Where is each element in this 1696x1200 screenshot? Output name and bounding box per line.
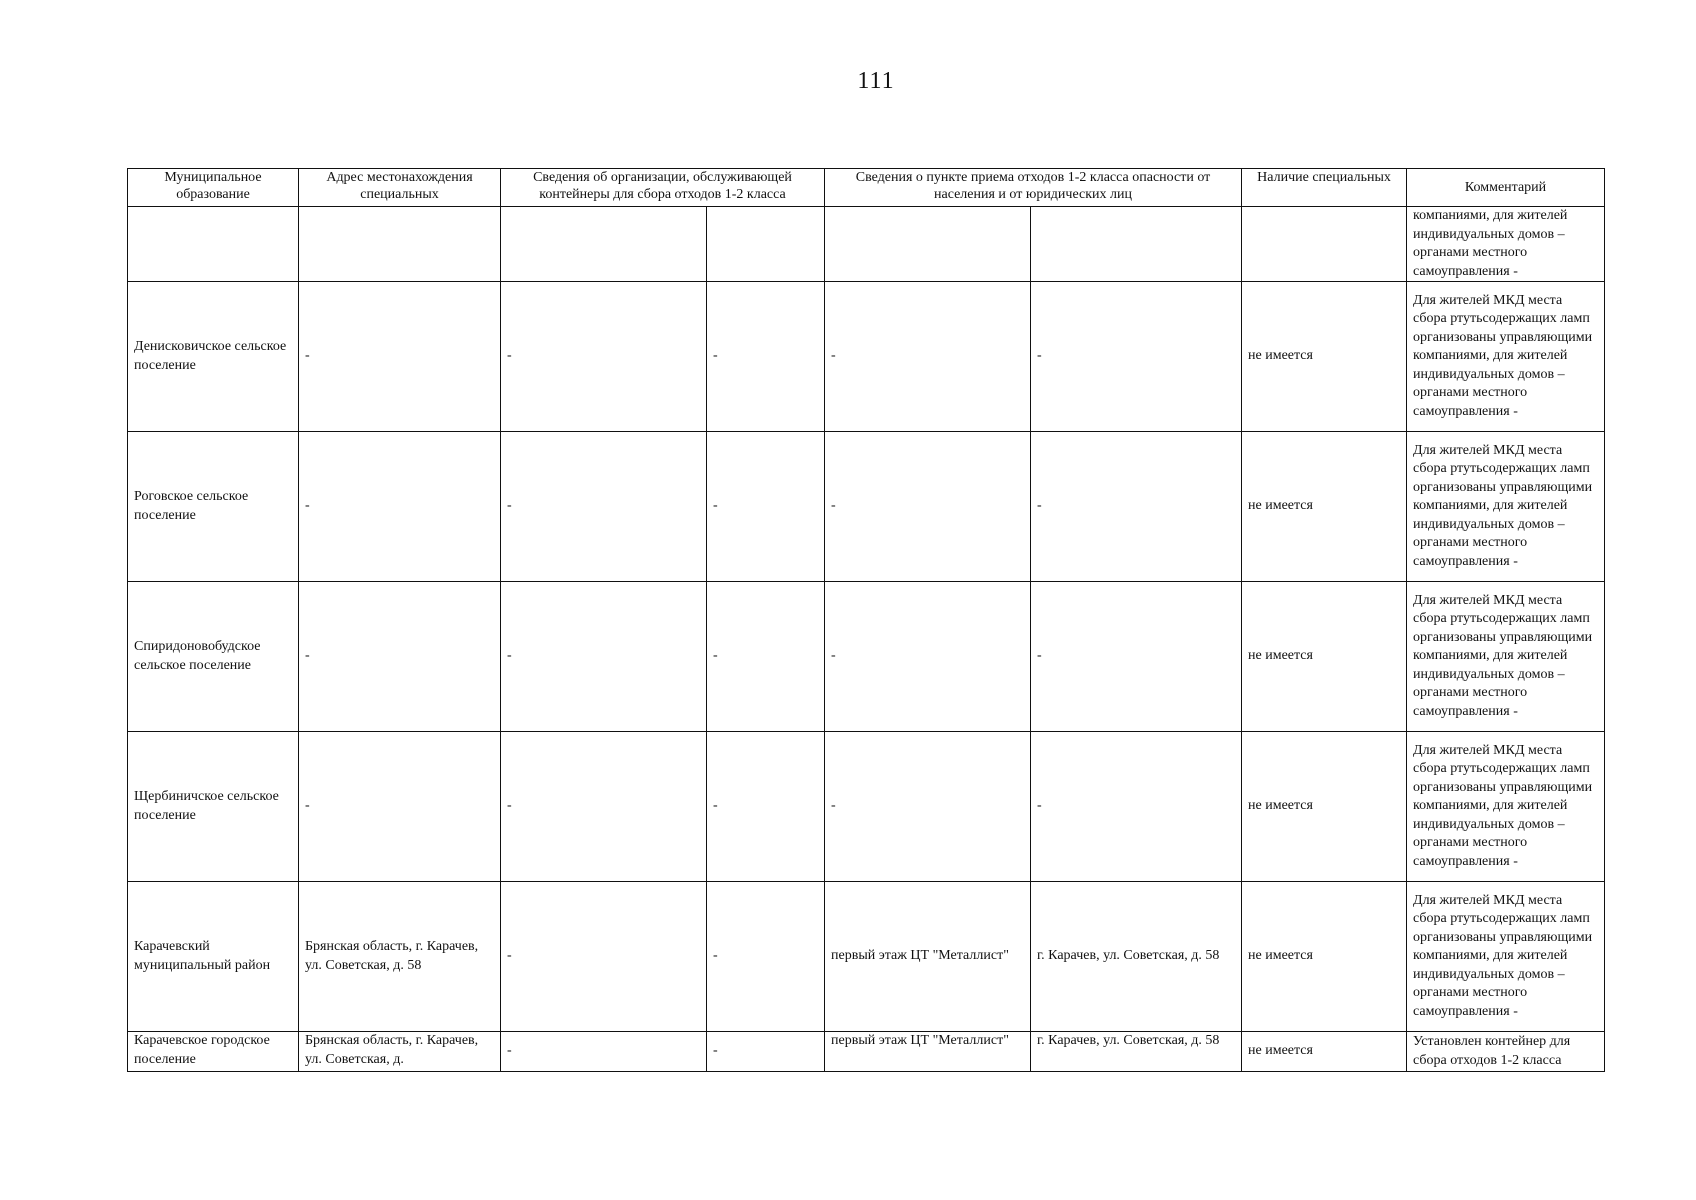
cell-point-location: - <box>825 732 1031 882</box>
cell-point-address: г. Карачев, ул. Советская, д. 58 <box>1031 1032 1242 1072</box>
cell-municipality: Денисковичское сельское поселение <box>128 282 299 432</box>
cell-availability: не имеется <box>1242 432 1407 582</box>
waste-collection-table <box>127 168 1605 1072</box>
cell-availability: не имеется <box>1242 882 1407 1032</box>
table-row <box>128 732 1605 882</box>
cell-point-location: - <box>825 432 1031 582</box>
page-number: 111 <box>857 68 895 94</box>
header-municipality: Муниципальное образование <box>128 169 299 207</box>
cell-point-address: - <box>1031 732 1242 882</box>
cell-org-details <box>707 207 825 282</box>
cell-availability <box>1242 207 1407 282</box>
cell-comment: Для жителей МКД места сбора ртутьсодержащих ламп организованы управляющими компаниями, для жителей индивидуальных домов – органами местного самоуправления - <box>1407 282 1605 432</box>
cell-org-name <box>501 207 707 282</box>
cell-municipality: Роговское сельское поселение <box>128 432 299 582</box>
cell-org-details: - <box>707 582 825 732</box>
cell-address: - <box>299 432 501 582</box>
cell-org-name: - <box>501 582 707 732</box>
cell-point-location: - <box>825 282 1031 432</box>
cell-address: - <box>299 582 501 732</box>
cell-comment: Для жителей МКД места сбора ртутьсодержащих ламп организованы управляющими компаниями, для жителей индивидуальных домов – органами местного самоуправления - <box>1407 582 1605 732</box>
cell-comment: Для жителей МКД места сбора ртутьсодержащих ламп организованы управляющими компаниями, для жителей индивидуальных домов – органами местного самоуправления - <box>1407 432 1605 582</box>
cell-point-address: - <box>1031 282 1242 432</box>
cell-org-details: - <box>707 282 825 432</box>
cell-municipality: Карачевский муниципальный район <box>128 882 299 1032</box>
cell-point-location: - <box>825 582 1031 732</box>
table-row <box>128 282 1605 432</box>
cell-point-address: - <box>1031 582 1242 732</box>
header-comment: Комментарий <box>1407 169 1605 207</box>
cell-availability: не имеется <box>1242 582 1407 732</box>
table-row <box>128 432 1605 582</box>
cell-address: - <box>299 282 501 432</box>
cell-point-location: первый этаж ЦТ "Металлист" <box>825 1032 1031 1072</box>
cell-comment: компаниями, для жителей индивидуальных домов – органами местного самоуправления - <box>1407 207 1605 282</box>
cell-municipality: Щербиничское сельское поселение <box>128 732 299 882</box>
cell-comment: Для жителей МКД места сбора ртутьсодержащих ламп организованы управляющими компаниями, для жителей индивидуальных домов – органами местного самоуправления - <box>1407 732 1605 882</box>
cell-point-location: первый этаж ЦТ "Металлист" <box>825 882 1031 1032</box>
cell-org-details: - <box>707 1032 825 1072</box>
cell-org-details: - <box>707 432 825 582</box>
cell-municipality <box>128 207 299 282</box>
cell-org-name: - <box>501 882 707 1032</box>
header-organization: Сведения об организации, обслуживающей контейнеры для сбора отходов 1-2 класса <box>501 169 825 207</box>
cell-municipality: Карачевское городское поселение <box>128 1032 299 1072</box>
table-row <box>128 882 1605 1032</box>
cell-address: Брянская область, г. Карачев, ул. Советская, д. 58 <box>299 882 501 1032</box>
header-address: Адрес местонахождения специальных <box>299 169 501 207</box>
cell-availability: не имеется <box>1242 732 1407 882</box>
cell-comment: Для жителей МКД места сбора ртутьсодержащих ламп организованы управляющими компаниями, для жителей индивидуальных домов – органами местного самоуправления - <box>1407 882 1605 1032</box>
cell-comment: Установлен контейнер для сбора отходов 1-2 класса <box>1407 1032 1605 1072</box>
cell-org-name: - <box>501 282 707 432</box>
cell-address: - <box>299 732 501 882</box>
cell-address: Брянская область, г. Карачев, ул. Советская, д. <box>299 1032 501 1072</box>
cell-point-address: - <box>1031 432 1242 582</box>
cell-municipality: Спиридоновобудское сельское поселение <box>128 582 299 732</box>
cell-availability: не имеется <box>1242 1032 1407 1072</box>
cell-org-details: - <box>707 732 825 882</box>
cell-point-address <box>1031 207 1242 282</box>
table-row <box>128 582 1605 732</box>
cell-point-location <box>825 207 1031 282</box>
cell-org-name: - <box>501 432 707 582</box>
header-availability: Наличие специальных <box>1242 169 1407 207</box>
table-row <box>128 1032 1605 1072</box>
header-row <box>128 169 1605 207</box>
cell-org-name: - <box>501 732 707 882</box>
continuation-row <box>128 207 1605 282</box>
header-reception-point: Сведения о пункте приема отходов 1-2 класса опасности от населения и от юридических лиц <box>825 169 1242 207</box>
cell-org-name: - <box>501 1032 707 1072</box>
cell-address <box>299 207 501 282</box>
cell-point-address: г. Карачев, ул. Советская, д. 58 <box>1031 882 1242 1032</box>
cell-org-details: - <box>707 882 825 1032</box>
cell-availability: не имеется <box>1242 282 1407 432</box>
